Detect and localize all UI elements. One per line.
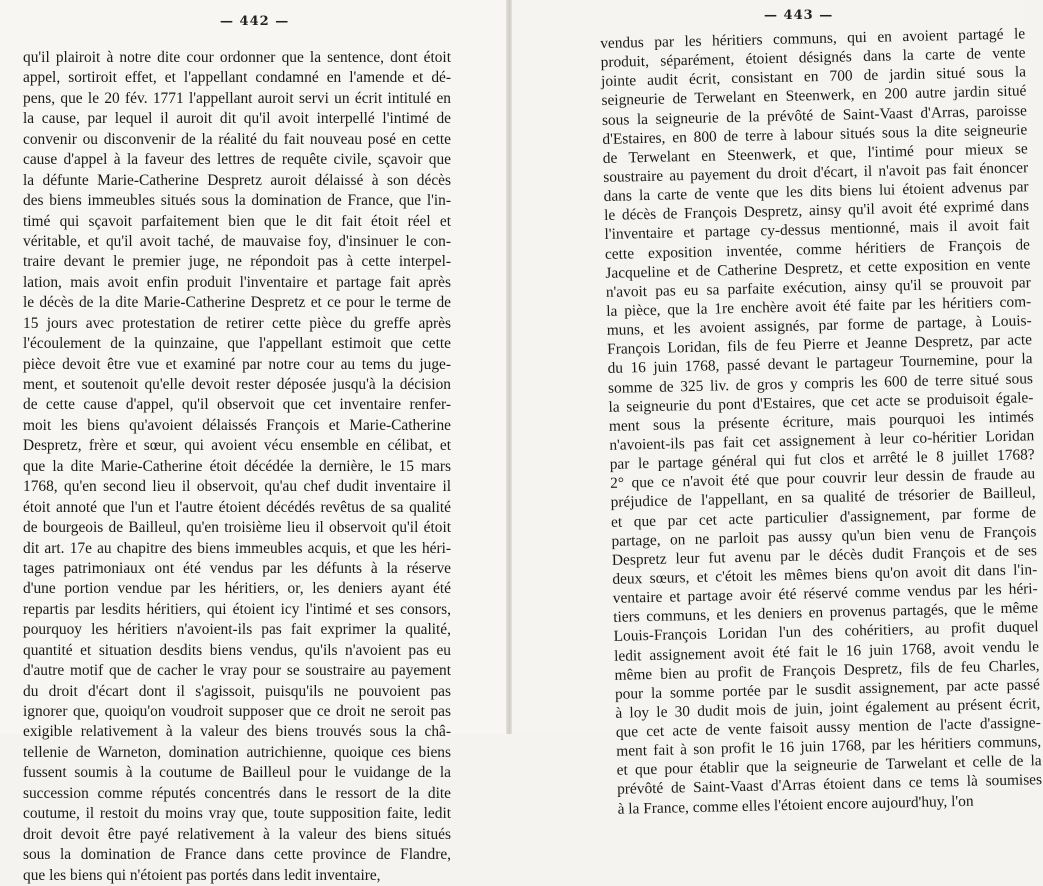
text-line: jointe audit écrit, consistant en 700 de jardin situé sous la (600, 63, 1027, 91)
text-line: muns, et les avoient assignés, par forme de partage, à Louis- (606, 312, 1032, 340)
text-line: qu'il plairoit à notre dite cour ordonner que la sentence, dont étoit (23, 49, 451, 66)
text-line: produit, séparément, étoient désignés dans la carte de vente (600, 44, 1026, 72)
text-line: du 16 juin 1768, passé devant le partageur Tournemine, pour la (607, 350, 1033, 378)
text-line: succession comme réputés concentrés dans le ressort de la dite (23, 784, 451, 802)
text-line: que la dite Marie-Catherine étoit décédée la dernière, le 15 mars (23, 457, 451, 475)
text-line: somme de 325 liv. de gros y compris les 600 de terre situé sous (607, 369, 1034, 397)
text-line: sous la seigneurie de la prévôté de Saint-Vaast d'Arras, paroisse (601, 101, 1028, 129)
text-line: ment, et soutenoit qu'elle devoit rester déposée jusqu'à la décision (23, 376, 451, 393)
text-line: Despretz, frère et sœur, qui avoient vécu ensemble en célibat, et (23, 437, 451, 455)
text-line: vendus par les héritiers communs, qui en avoient partagé le (600, 25, 1026, 52)
text-line: prévôté de Saint-Vaast d'Arras étoient dans ce tems là soumises (616, 771, 1043, 799)
text-line: la défunte Marie-Catherine Despretz auroit délaissé à son décès (23, 171, 451, 189)
text-line: appel, sortiroit effet, et l'appellant condamné en l'amende et dé- (23, 69, 451, 87)
text-line: l'écoulement de la quinzaine, que l'appellant estimoit que cette (23, 335, 451, 353)
text-line: des biens immeubles situés sous la domination de France, que l'in- (23, 192, 451, 210)
left-page-number: — 442 — (220, 14, 290, 29)
text-line: du droit d'écart dont il s'agissoit, puisqu'ils ne pouvoient pas (23, 682, 451, 700)
text-line: le décès de François Despretz, ainsy qu'il avoit été exprimé dans (603, 197, 1030, 225)
text-line: l'inventaire et partage cy-dessus mentionné, mais il avoit fait (604, 216, 1030, 244)
text-line: la pièce, que la 1re enchère avoit été faite par les héritiers com- (606, 293, 1032, 320)
text-line: préjudice de l'appellant, en sa qualité de trésorier de Bailleul, (610, 484, 1036, 512)
text-line: ment sous la présente écriture, mais pourquoi les intimés (608, 408, 1034, 435)
text-line: seigneurie de Terwelant en Steenwerk, en 200 autre jardin situé (601, 82, 1027, 110)
text-line: sous la domination de France dans cette province de Flandre, (23, 846, 451, 864)
text-line: François Loridan, fils de feu Pierre et Jeanne Despretz, par acte (606, 331, 1033, 359)
text-line: tiers communs, et les deniers en provenus partagés, que le même (613, 599, 1039, 627)
text-line: étoit annoté que l'un et l'autre étoient décédés revêtus de sa qualité (23, 498, 451, 516)
text-line: la seigneurie du pont d'Estaires, que cet acte se produisoit égale- (608, 388, 1034, 416)
text-line: deux sœurs, et c'étoit les mêmes biens qu'on avoit dit dans l'in- (612, 561, 1038, 588)
text-line: timé qui sçavoit parfaitement bien que le dit fait étoit réel et (23, 212, 451, 230)
text-line: n'avoit pas eu sa parfaite exécution, ainsy qu'il se prouvoit par (605, 274, 1031, 301)
text-line: soustraire au payement du droit d'écart, il n'avoit pas fait énoncer (603, 159, 1029, 186)
text-line: Despretz leur fut avenu par le décès dudit François et de ses (611, 542, 1038, 569)
text-line: Jacqueline et de Catherine Despretz, et cette exposition en vente (605, 254, 1031, 282)
text-line: cette exposition inventée, comme héritiers de François de (604, 235, 1031, 263)
text-line: moit les biens qu'avoient délaissés François et Marie-Catherine (23, 416, 451, 434)
text-line: ventaire et partage avoir été réservé comme vendus par les héri- (612, 580, 1038, 607)
text-line: de bourgeois de Bailleul, qu'en troisième lieu il observoit qu'il étoit (23, 519, 451, 537)
text-line: convenir ou disconvenir de la réalité du fait nouveau posé en cette (23, 130, 451, 148)
text-line: 1768, qu'en second lieu il observoit, qu'au chef dudit inventaire il (23, 478, 451, 496)
left-page-body (23, 48, 451, 886)
text-line: pour la somme portée par le susdit assignement, par acte passé (614, 675, 1041, 703)
right-page-body (600, 24, 1043, 818)
text-line: d'Estaires, en 800 de terre à labour situés sous la dite seigneurie (602, 121, 1028, 148)
text-line: repartis par lesdits héritiers, qui étoient icy l'intimé et ses consors, (23, 600, 451, 618)
text-line: la cause, par lequel il auroit dit qu'il avoit interpellé l'intimé de (23, 110, 451, 128)
text-line: d'autre motif que de cacher le vray pour se soustraire au payement (23, 662, 451, 680)
text-line: et que pour établir que la seigneurie de Tarwelant et celle de la (616, 752, 1042, 780)
text-line: lation, mais avoit enfin produit l'inventaire et partage fait après (23, 273, 451, 291)
text-line: le décès de la dite Marie-Catherine Despretz et ce pour le terme de (23, 294, 451, 312)
text-line: n'avoient-ils pas fait cet assignement à leur co-héritier Loridan (609, 427, 1035, 454)
text-line: et que par cet acte particulier d'assignement, par forme de (610, 503, 1037, 531)
text-line: ignorer que, quoiqu'on voudroit supposer que ce droit ne seroit pas (23, 703, 451, 720)
text-line: pourquoy les héritiers n'avoient-ils pas fait exprimer la qualité, (23, 621, 451, 639)
text-line: droit devoit être payé relativement à la valeur des biens situés (23, 825, 451, 843)
text-line: coutume, il restoit du moins vray que, toute supposition faite, ledit (23, 805, 451, 823)
text-line: pièce devoit être vue et examiné par notre cour au tems du juge- (23, 355, 451, 373)
text-line: pens, que le 20 fév. 1771 l'appellant auroit servi un écrit intitulé en (23, 89, 451, 107)
text-line: cause d'appel à la faveur des lettres de requête civile, sçavoir que (23, 151, 451, 169)
text-line: d'une portion vendue par les héritiers, or, les deniers ayant été (23, 580, 451, 598)
text-line: à loy le 30 dudit mois de juin, joint également au présent écrit, (615, 695, 1041, 722)
text-line: tages patrimoniaux ont été vendus par les défunts à la réserve (23, 559, 451, 577)
text-line: ment fait à son profit le 16 juin 1768, par les héritiers communs, (616, 733, 1042, 761)
text-line: de cette cause d'appel, qu'il observoit que cet inventaire renfer- (23, 396, 451, 414)
right-page (512, 0, 1043, 818)
text-line: à la France, comme elles l'étoient encore aujourd'huy, l'on (617, 792, 974, 818)
text-line: que cet acte de vente faisoit aussy mention de l'acte d'assigne- (615, 714, 1041, 741)
text-line: ledit assignement avoit été fait le 16 juin 1768, avoit vendu le (613, 637, 1040, 665)
left-page (0, 0, 508, 884)
text-line: véritable, et qu'il avoit taché, de mauvaise foy, d'insinuer le con- (23, 232, 451, 250)
text-line: 15 jours avec protestation de retirer cette pièce du greffe après (23, 314, 451, 332)
text-line: même bien au profit de François Despretz, fils de feu Charles, (614, 656, 1040, 684)
text-line: exigible relativement à la valeur des biens trouvés sous la châ- (23, 723, 451, 741)
text-line: dans la carte de vente que les dits biens lui étoient advenus par (603, 178, 1029, 206)
text-line: partage, on ne parloit pas aussy qu'un bien venu de François (611, 522, 1037, 550)
right-page-number: — 443 — (764, 8, 834, 23)
text-line: dit art. 17e au chapitre des biens immeubles acquis, et que les héri- (23, 539, 451, 557)
text-line: traire devant le premier juge, ne répondoit pas à cette interpel- (23, 253, 451, 271)
text-line: tellenie de Warneton, domination autrichienne, quoique ces biens (23, 743, 451, 761)
text-line: Louis-François Loridan l'un des cohéritiers, au profit duquel (613, 618, 1039, 646)
text-line: 2° que ce n'avoit été que pour couvrir leur dessin de fraude au (610, 465, 1036, 493)
text-line: par le partage général qui fut clos et arrêté le 8 juillet 1768? (609, 446, 1035, 473)
text-line: de Terwelant en Steenwerk, et que, l'intimé pour mieux se (602, 140, 1028, 167)
text-line: que les biens qui n'étoient pas portés dans ledit inventaire, (23, 866, 381, 884)
text-line: fussent soumis à la coutume de Bailleul pour le vuidange de la (23, 764, 451, 782)
text-line: quantité et situation desdits biens vendus, qu'ils n'avoient pas eu (23, 641, 451, 659)
